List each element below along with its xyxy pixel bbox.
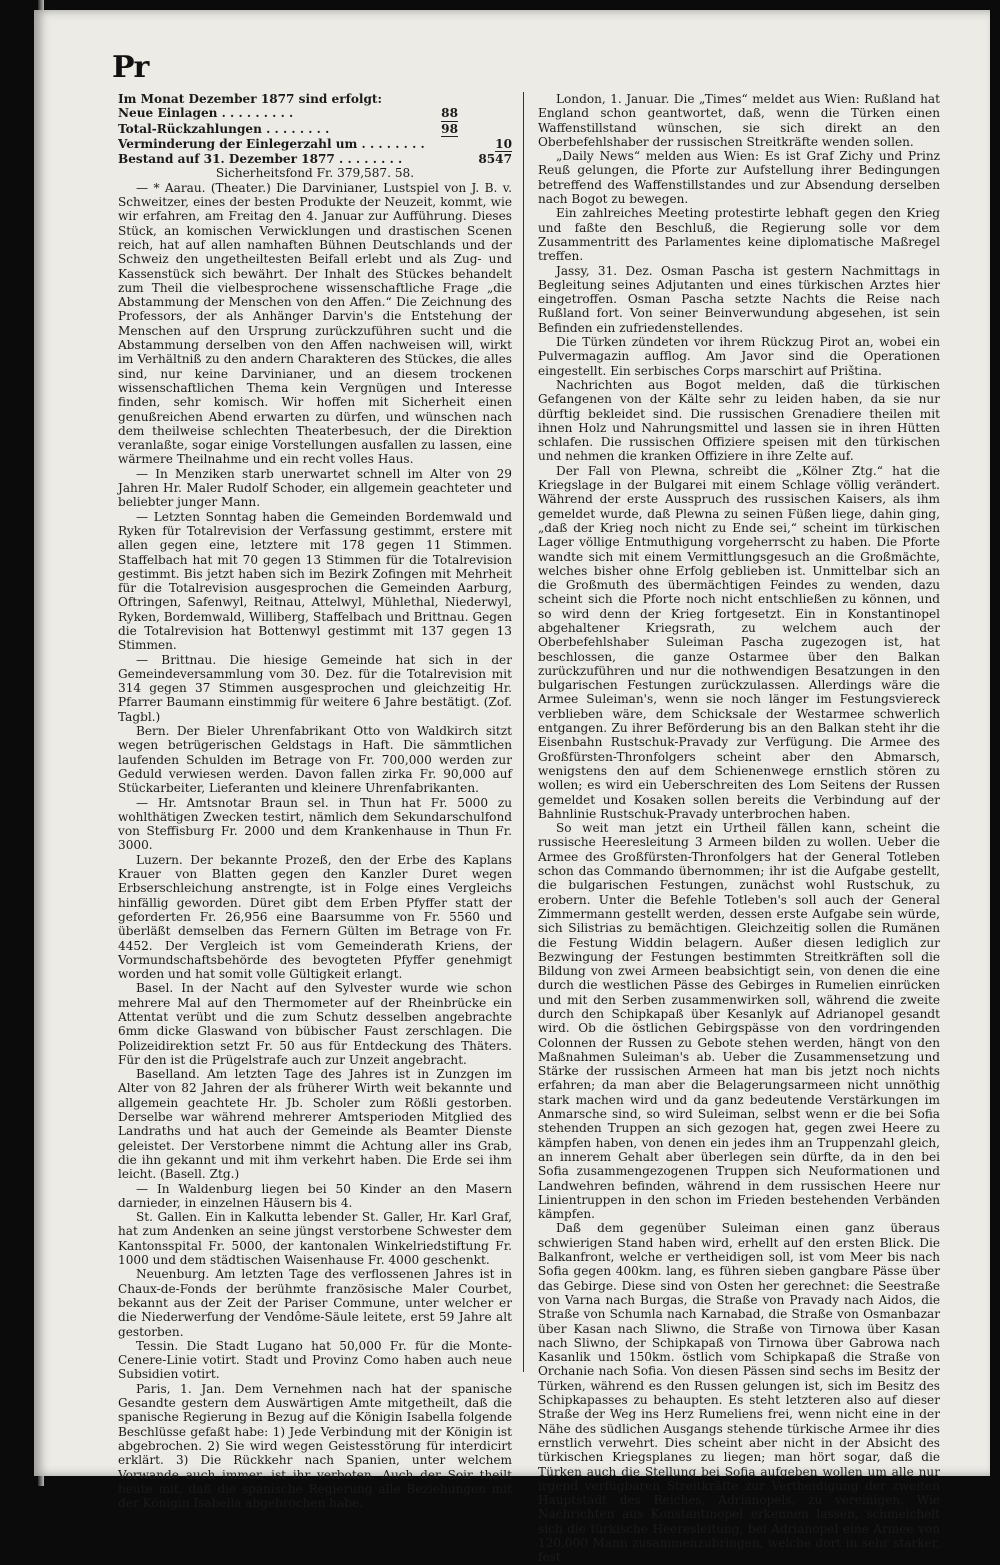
article-totalrevision: — Letzten Sonntag haben die Gemeinden Bordemwald und Ryken für Totalrevision der Verfassung gestimmt, erstere mit allen gegen eine, letztere mit 178 gegen 11 Stimmen. Staffelbach hat mit 70 gegen 13 Stimmen für die Totalrevision gestimmt. Bis jetzt haben sich im Bezirk Zofingen mit Mehrheit für die Totalrevision ausgesprochen die Gemeinden Aarburg, Oftringen, Safenwyl, Reitnau, Attelwyl, Mühlethal, Niederwyl, Ryken, Bordemwald, Williberg, Staffelbach und Brittnau. Gegen die Totalrevision hat Bottenwyl gestimmt mit 137 gegen 13 Stimmen.	[118, 509, 512, 653]
stats-intro: Im Monat Dezember 1877 sind erfolgt:	[118, 92, 382, 106]
article-paris: Paris, 1. Jan. Dem Vernehmen nach hat der spanische Gesandte gestern dem Auswärtigen Amte mitgetheilt, daß die spanische Regierung in Bezug auf die Königin Isabella folgende Beschlüsse gefaßt habe: 1) Jede Verbindung mit der Königin ist abgebrochen. 2) Sie wird wegen Geistesstörung für interdicirt erklärt. 3) Die Rückkehr nach Spanien, unter welchem Vorwande auch immer, ist ihr verboten. Auch der Soir theilt heute mit, daß die spanische Regierung alle Beziehungen mit der Königin Isabella abgebrochen habe.	[118, 1381, 512, 1511]
stats-label: Bestand auf 31. Dezember 1877 . . . . . . . .	[118, 152, 403, 167]
article-suleiman: Daß dem gegenüber Suleiman einen ganz überaus schwierigen Stand haben wird, erhellt auf den ersten Blick. Die Balkanfront, welche er vertheidigen soll, ist vom Meer bis nach Sofia gegen 400km. lang, es führen sieben gangbare Pässe über das Gebirge. Diese sind von Osten her gerechnet: die Seestraße von Varna nach Burgas, die Straße von Pravady nach Aidos, die Straße von Schumla nach Karnabad, die Straße von Osmanbazar über Kasan nach Sliwno, die Straße von Tirnowa über Kasan nach Sliwno, der Schipkapaß von Tirnowa über Gabrowa nach Kasanlik und 150km. östlich vom Schipkapaß die Straße von Orchanie nach Sofia. Von diesen Pässen sind sechs im Besitz der Türken, während es den Russen gelungen ist, sich im Besitz des Schipkapasses zu behaupten. Es steht letzteren also auf dieser Straße der Weg ins Herz Rumeliens frei, wenn nicht eine in der Nähe des südlichen Ausgangs stehende türkische Armee ihr dies ernstlich verwehrt. Dies scheint aber nicht in der Absicht des türkischen Kriegsplanes zu liegen; man hört sogar, daß die Türken auch die Stellung bei Sofia aufgeben wollen um alle nur irgend verfügbaren Streitkräfte zur Vertheidigung der zweiten Hauptstadt des Reiches, Adrianopels, zu vereinigen. Wie Nachrichten aus Konstantinopel erkennen lassen, schmeichelt sich die türkische Heeresleitung, bei Adrianopel eine Armee von 120,000 Mann zusammenzubringen, welche dort in sehr starker, fest	[538, 1221, 940, 1565]
security-fund: Sicherheitsfond Fr. 379,587. 58.	[215, 166, 415, 181]
article-brittnau: — Brittnau. Die hiesige Gemeinde hat sich in der Gemeindeversammlung vom 30. Dez. für die Totalrevision mit 314 gegen 37 Stimmen ausgesprochen und gleichzeitig Hr. Pfarrer Baumann einstimmig für weitere 6 Jahre bestätigt. (Zof. Tagbl.)	[118, 652, 512, 724]
article-luzern: Luzern. Der bekannte Prozeß, den der Erbe des Kaplans Krauer von Blatten gegen den Kanzler Duret wegen Erbserschleichung anstrengte, ist in Folge eines Vergleichs hinfällig geworden. Düret gibt dem Erben Pfyffer statt der geforderten Fr. 26,956 eine Baarsumme von Fr. 5560 und überläßt demselben das Fernern Gülten im Betrage von Fr. 4452. Der Vergleich ist vom Gemeinderath Kriens, der Vormundschaftsbehörde des bevogteten Pfyffer genehmigt worden und hat somit volle Gültigkeit erlangt.	[118, 852, 512, 982]
article-pirot: Die Türken zündeten vor ihrem Rückzug Pirot an, wobei ein Pulvermagazin aufflog. Am Javor sind die Operationen eingestellt. Ein serbisches Corps marschirt auf Priština.	[538, 335, 940, 378]
article-thun: — Hr. Amtsnotar Braun sel. in Thun hat Fr. 5000 zu wohlthätigen Zwecken testirt, nämlich dem Sekundarschulfond von Steffisburg Fr. 2000 und dem Krankenhause in Thun Fr. 3000.	[118, 795, 512, 853]
stats-row	[118, 137, 512, 152]
masthead-fragment: Pr	[112, 50, 149, 85]
stats-row	[118, 152, 512, 166]
stats-value: 8547	[478, 152, 512, 167]
article-armies: So weit man jetzt ein Urtheil fällen kann, scheint die russische Heeresleitung 3 Armeen bilden zu wollen. Ueber die Armee des Großfürsten-Thronfolgers hat der General Totleben schon das Commando übernommen; ihr ist die Aufgabe gestellt, die bulgarischen Festungen, zunächst wohl Rustschuk, zu erobern. Unter die Befehle Totleben's soll auch der General Zimmermann gestellt werden, dessen erste Aufgabe sein würde, sich Silistrias zu bemächtigen. Gleichzeitig sollen die Rumänen die Festung Widdin belagern. Außer diesen lediglich zur Bezwingung der Festungen bestimmten Streitkräften soll die Bildung von zwei Armeen beabsichtigt sein, von denen die eine durch die westlichen Pässe des Gebirges in Rumelien einrücken und mit den Serben zusammenwirken soll, während die zweite durch den Schipkapaß über Kesanlyk auf Adrianopel gesandt wird. Ob die östlichen Gebirgspässe von den vordringenden Colonnen der Russen zu Gebote stehen werden, hängt von den Maßnahmen Suleiman's ab. Ueber die Zusammensetzung und Stärke der russischen Armeen hat man bis jetzt noch nichts erfahren; da man aber die Belagerungsarmeen nicht unnöthig stark machen wird und da ganz bedeutende Verstärkungen im Anmarsche sind, so wird Suleiman, selbst wenn er die bei Sofia stehenden Truppen an sich gezogen hat, gegen zwei Heere zu kämpfen haben, von denen ein jedes ihm an Truppenzahl gleich, an innerem Gehalt aber überlegen sein dürfte, da in den bei Sofia zusammengezogenen Truppen sich Neuformationen und Landwehren befinden, während in dem russischen Heere nur Linientruppen in den schon im Frieden bestehenden Verbänden kämpfen.	[538, 821, 940, 1222]
stats-label: Total-Rückzahlungen . . . . . . . .	[118, 121, 330, 136]
article-london: London, 1. Januar. Die „Times“ meldet aus Wien: Rußland hat England schon geantwortet, daß, wenn die Türken einen Waffenstillstand wünschen, sie sich direkt an den Oberbefehlshaber der russischen Streitkräfte wenden sollen.	[538, 92, 940, 149]
stats-value: 10	[495, 136, 512, 151]
right-column	[538, 92, 940, 1565]
article-meeting: Ein zahlreiches Meeting protestirte lebhaft gegen den Krieg und faßte den Beschluß, die Regierung solle vor dem Zusammentritt des Parlamentes keine diplomatische Maßregel treffen.	[538, 206, 940, 264]
left-column	[118, 92, 512, 1510]
stats-value: 88	[441, 106, 458, 121]
article-menziken: — In Menziken starb unerwartet schnell im Alter von 29 Jahren Hr. Maler Rudolf Schoder, ein allgemein geachteter und beliebter junger Mann.	[118, 466, 512, 510]
article-plewna: Der Fall von Plewna, schreibt die „Kölner Ztg.“ hat die Kriegslage in der Bulgarei mit einem Schlage völlig verändert. Während der erste Ausspruch des russischen Kaisers, als ihm gemeldet wurde, daß Plewna zu seinen Füßen liege, dahin ging, „daß der Krieg noch nicht zu Ende sei,“ scheint im türkischen Lager völlige Entmuthigung vorgeherrscht zu haben. Die Pforte wandte sich mit einem Vermittlungsgesuch an die Großmächte, welches bisher ohne Erfolg geblieben ist. Unmittelbar sich an die Großmuth des übermächtigen Feindes zu wenden, dazu scheint sich die Pforte noch nicht entschließen zu können, und so wird denn der Krieg fortgesetzt. Ein in Konstantinopel abgehaltener Kriegsrath, zu welchem auch der Oberbefehlshaber Suleiman Pascha zugezogen ist, hat beschlossen, die ganze Ostarmee über den Balkan zurückzuführen und nur die nothwendigen Besatzungen in den bulgarischen Festungen zurückzulassen. Allerdings wäre die Armee Suleiman's, wenn sie noch länger im Festungsviereck verblieben wäre, dem Schicksale der Westarmee schwerlich entgangen. Zu ihrer Beförderung bis an den Balkan steht ihr die Eisenbahn Rustschuk-Pravady zur Verfügung. Die Armee des Großfürsten-Thronfolgers scheint aber den Abmarsch, wenigstens den auf dem Schienenwege ernstlich stören zu wollen; es wird ein Ueberschreiten des Lom Seitens der Russen gemeldet und Kosaken sollen bereits die Verbindung auf der Bahnlinie Rustschuk-Pravady unterbrochen haben.	[538, 463, 940, 821]
article-jassy: Jassy, 31. Dez. Osman Pascha ist gestern Nachmittags in Begleitung seines Adjutanten und eines türkischen Arztes hier eingetroffen. Osman Pascha setzte Nachts die Reise nach Rußland fort. Von seiner Beinverwundung abgesehen, ist sein Befinden ein zufriedenstellendes.	[538, 263, 940, 335]
article-baselland: Baselland. Am letzten Tage des Jahres ist in Zunzgen im Alter von 82 Jahren der als früherer Wirth weit bekannte und allgemein geachtete Hr. Jb. Scholer zum Rößli gestorben. Derselbe war während mehrerer Amtsperioden Mitglied des Landraths und hat auch der Gemeinde als Beamter Dienste geleistet. Der Verstorbene nimmt die Achtung aller ins Grab, die ihn gekannt und mit ihm verkehrt haben. Die Erde sei ihm leicht. (Basell. Ztg.)	[118, 1067, 512, 1182]
article-bern: Bern. Der Bieler Uhrenfabrikant Otto von Waldkirch sitzt wegen betrügerischen Geldstags in Haft. Die sämmtlichen laufenden Schulden im Betrage von Fr. 700,000 werden zur Geduld verwiesen werden. Davon fallen zirka Fr. 90,000 auf Stückarbeiter, Lieferanten und kleinere Uhrenfabrikanten.	[118, 724, 512, 796]
stats-value: 98	[441, 121, 458, 136]
article-basel: Basel. In der Nacht auf den Sylvester wurde wie schon mehrere Mal auf den Thermometer auf der Rheinbrücke ein Attentat verübt und die zum Schutz desselben angebrachte 6mm dicke Glaswand von bübischer Faust zerschlagen. Die Polizeidirektion setzt Fr. 50 aus für Entdeckung des Thäters. Für den ist die Prügelstrafe auch zur Unzeit angebracht.	[118, 981, 512, 1067]
article-bogot: Nachrichten aus Bogot melden, daß die türkischen Gefangenen von der Kälte sehr zu leiden haben, da sie nur dürftig bekleidet sind. Die russischen Grenadiere theilen mit ihnen Holz und Nahrungsmittel und lassen sie in ihren Hütten schlafen. Die russischen Offiziere speisen mit den türkischen und nehmen die kranken Offiziere in ihre Zelte auf.	[538, 377, 940, 464]
article-daily-news: „Daily News“ melden aus Wien: Es ist Graf Zichy und Prinz Reuß gelungen, die Pforte zur Aufstellung ihrer Bedingungen betreffend des Waffenstillstandes und zur Absendung derselben nach Bogot zu bewegen.	[538, 149, 940, 207]
article-waldenburg: — In Waldenburg liegen bei 50 Kinder an den Masern darnieder, in einzelnen Häusern bis 4.	[118, 1181, 512, 1210]
stats-label: Neue Einlagen . . . . . . . . .	[118, 106, 294, 121]
column-divider	[523, 92, 524, 1372]
article-neuenburg: Neuenburg. Am letzten Tage des verflossenen Jahres ist in Chaux-de-Fonds der berühmte französische Maler Courbet, bekannt aus der Zeit der Pariser Commune, unter welcher er die Niederwerfung der Vendôme-Säule leitete, erst 59 Jahre alt gestorben.	[118, 1267, 512, 1339]
article-aarau-theater: — * Aarau. (Theater.) Die Darvinianer, Lustspiel von J. B. v. Schweitzer, eines der besten Produkte der Neuzeit, kommt, wie wir erfahren, am Freitag den 4. Januar zur Aufführung. Dieses Stück, an komischen Verwicklungen und drastischen Scenen reich, hat auf allen namhaften Bühnen Deutschlands und der Schweiz den ungetheiltesten Beifall erlebt und als Zug- und Kassenstück sich bewährt. Der Inhalt des Stückes behandelt zum Theil die vielbesprochene wissenschaftliche Frage „die Abstammung der Menschen von den Affen.“ Die Zeichnung des Professors, der als Anhänger Darvin's die Entstehung der Menschen auf den Ursprung zurückzuführen sucht und die Abstammung derselben von den Affen nachweisen will, wirkt im Verhältniß zu den andern Charakteren des Stückes, die alles sind, nur keine Darvinianer, und an diesem trockenen wissenschaftlichen Thema kein Vergnügen und Interesse finden, sehr komisch. Wir hoffen mit Sicherheit einen genußreichen Abend erwarten zu dürfen, und wünschen nach dem theilweise schlechten Theaterbesuch, der die Direktion veranlaßte, sogar einige Vorstellungen ausfallen zu lassen, eine wärmere Theilnahme und ein recht volles Haus.	[118, 180, 512, 467]
article-st-gallen: St. Gallen. Ein in Kalkutta lebender St. Galler, Hr. Karl Graf, hat zum Andenken an seine jüngst verstorbene Schwester dem Kantonsspital Fr. 5000, der kantonalen Winkelriedstiftung Fr. 1000 und dem städtischen Waisenhause Fr. 4000 geschenkt.	[118, 1210, 512, 1268]
article-tessin: Tessin. Die Stadt Lugano hat 50,000 Fr. für die Monte-Cenere-Linie votirt. Stadt und Provinz Como haben auch neue Subsidien votirt.	[118, 1338, 512, 1382]
savings-statistics	[118, 92, 512, 181]
stats-row	[118, 122, 512, 137]
stats-row	[118, 106, 512, 121]
stats-label: Verminderung der Einlegerzahl um . . . . . . . .	[118, 136, 425, 151]
